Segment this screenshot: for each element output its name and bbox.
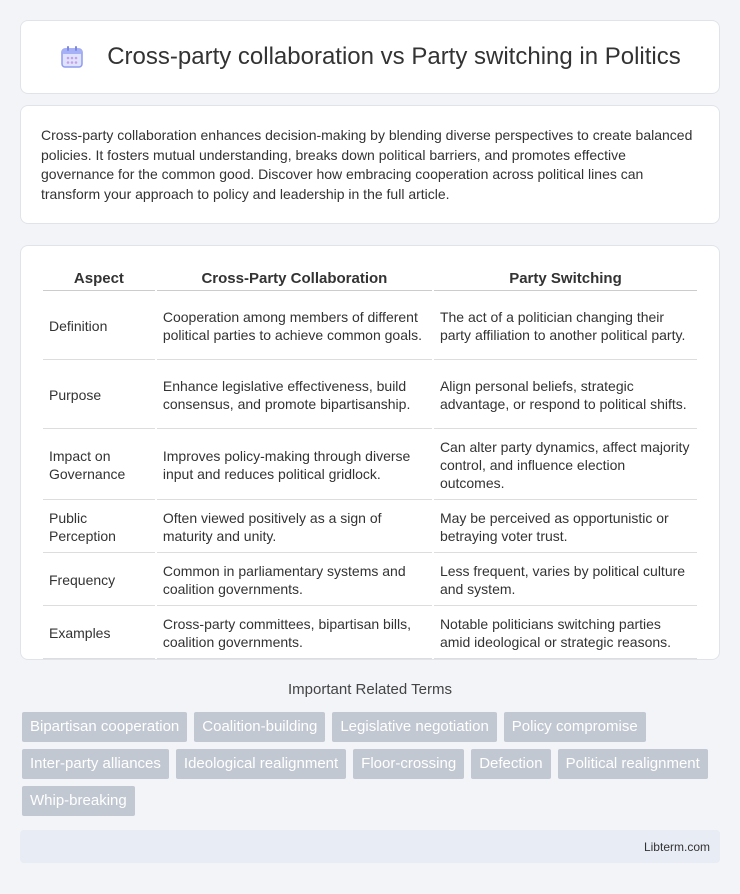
row-cross-party: Often viewed positively as a sign of maturity and unity. bbox=[157, 502, 432, 553]
term-tag[interactable]: Defection bbox=[471, 749, 550, 779]
term-tag[interactable]: Policy compromise bbox=[504, 712, 646, 742]
table-row bbox=[43, 502, 697, 553]
header-party-switching: Party Switching bbox=[434, 268, 697, 291]
intro-card bbox=[20, 105, 720, 224]
row-aspect: Public Perception bbox=[43, 502, 155, 553]
row-cross-party: Cooperation among members of different political parties to achieve common goals. bbox=[157, 293, 432, 360]
table-header-row bbox=[43, 268, 697, 291]
row-party-switching: The act of a politician changing their party affiliation to another political party. bbox=[434, 293, 697, 360]
table-row bbox=[43, 608, 697, 659]
row-aspect: Definition bbox=[43, 293, 155, 360]
page-title: Cross-party collaboration vs Party switching in Politics bbox=[107, 43, 681, 70]
term-tag[interactable]: Inter-party alliances bbox=[22, 749, 169, 779]
row-party-switching: Align personal beliefs, strategic advantage, or respond to political shifts. bbox=[434, 362, 697, 429]
term-tag[interactable]: Bipartisan cooperation bbox=[22, 712, 187, 742]
term-tag[interactable]: Legislative negotiation bbox=[332, 712, 496, 742]
table-row bbox=[43, 362, 697, 429]
header-aspect: Aspect bbox=[43, 268, 155, 291]
intro-text: Cross-party collaboration enhances decision-making by blending diverse perspectives to create balanced policies. It fosters mutual understanding, breaks down political barriers, and promotes effective governance for the common good. Discover how embracing cooperation across political lines can transform your approach to policy and leadership in the full article. bbox=[41, 127, 693, 202]
comparison-card bbox=[20, 245, 720, 660]
row-aspect: Examples bbox=[43, 608, 155, 659]
comparison-table bbox=[41, 266, 699, 661]
row-cross-party: Improves policy-making through diverse input and reduces political gridlock. bbox=[157, 431, 432, 500]
row-aspect: Impact on Governance bbox=[43, 431, 155, 500]
term-tag[interactable]: Ideological realignment bbox=[176, 749, 346, 779]
row-cross-party: Cross-party committees, bipartisan bills, coalition governments. bbox=[157, 608, 432, 659]
related-terms-list bbox=[22, 712, 722, 816]
footer bbox=[20, 830, 720, 863]
row-party-switching: Can alter party dynamics, affect majority control, and influence election outcomes. bbox=[434, 431, 697, 500]
row-party-switching: Notable politicians switching parties amid ideological or strategic reasons. bbox=[434, 608, 697, 659]
row-party-switching: Less frequent, varies by political culture and system. bbox=[434, 555, 697, 606]
footer-brand[interactable]: Libterm.com bbox=[643, 840, 710, 854]
term-tag[interactable]: Political realignment bbox=[558, 749, 708, 779]
term-tag[interactable]: Coalition-building bbox=[194, 712, 325, 742]
row-cross-party: Common in parliamentary systems and coalition governments. bbox=[157, 555, 432, 606]
header-cross-party: Cross-Party Collaboration bbox=[157, 268, 432, 291]
term-tag[interactable]: Floor-crossing bbox=[353, 749, 464, 779]
table-row bbox=[43, 293, 697, 360]
term-tag[interactable]: Whip-breaking bbox=[22, 786, 135, 816]
related-terms-title: Important Related Terms bbox=[288, 681, 452, 698]
calendar-icon bbox=[59, 44, 85, 70]
header-card bbox=[20, 20, 720, 94]
table-row bbox=[43, 431, 697, 500]
table-row bbox=[43, 555, 697, 606]
row-party-switching: May be perceived as opportunistic or betraying voter trust. bbox=[434, 502, 697, 553]
row-aspect: Frequency bbox=[43, 555, 155, 606]
row-cross-party: Enhance legislative effectiveness, build consensus, and promote bipartisanship. bbox=[157, 362, 432, 429]
row-aspect: Purpose bbox=[43, 362, 155, 429]
